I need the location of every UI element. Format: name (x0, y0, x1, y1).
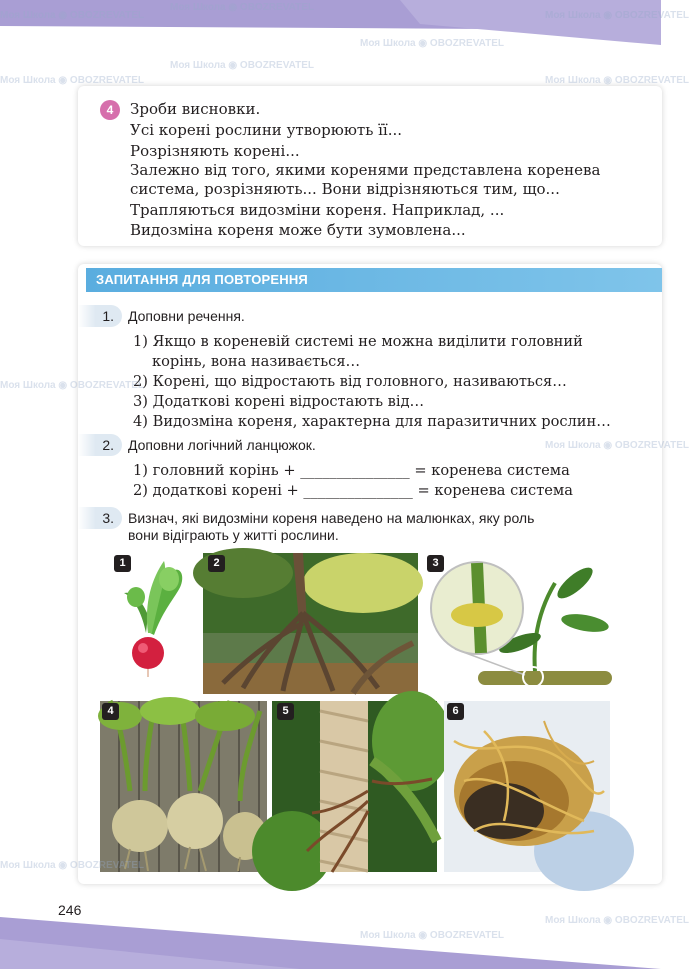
task-line: Усі корені рослини утворюють її... (130, 121, 403, 139)
bottom-decorative-band (0, 899, 661, 969)
watermark: Моя Школа ◉ OBOZREVATEL (545, 915, 689, 926)
question-text: вони відіграють у житті рослини. (128, 527, 339, 543)
celeriac-photo-icon (100, 701, 267, 872)
question-text: Доповни речення. (128, 308, 245, 324)
watermark: Моя Школа ◉ OBOZREVATEL (170, 60, 314, 71)
top-decorative-band (0, 0, 661, 62)
page-number: 246 (58, 902, 82, 918)
watermark: Моя Школа ◉ OBOZREVATEL (545, 10, 689, 21)
task-line: Видозміна кореня може бути зумовлена... (130, 221, 466, 239)
aerial-roots-photo-icon (272, 701, 437, 872)
watermark: Моя Школа ◉ OBOZREVATEL (0, 75, 144, 86)
radish-photo-icon (112, 553, 196, 678)
watermark: Моя Школа ◉ OBOZREVATEL (360, 930, 504, 941)
question-number: 2. (78, 434, 122, 456)
task-title: Зроби висновки. (130, 100, 261, 118)
photo-label: 2 (208, 555, 225, 572)
question-text: Визнач, які видозміни кореня наведено на малюнках, яку роль (128, 510, 535, 526)
photo-label: 1 (114, 555, 131, 572)
question-item: 1) Якщо в кореневій системі не можна виділити головний (133, 333, 583, 350)
task-line: Розрізняють корені... (130, 142, 300, 160)
question-item: 1) головний корінь + _______________ = коренева система (133, 462, 570, 479)
question-item: корінь, вона називається… (152, 353, 361, 370)
watermark: Моя Школа ◉ OBOZREVATEL (0, 10, 144, 21)
task-line: Трапляються видозміни кореня. Наприклад, ... (130, 201, 505, 219)
photo-label: 5 (277, 703, 294, 720)
watermark: Моя Школа ◉ OBOZREVATEL (360, 38, 504, 49)
photo-label: 3 (427, 555, 444, 572)
mangrove-roots-photo-icon (203, 553, 418, 694)
question-item: 3) Додаткові корені відростають від… (133, 393, 425, 410)
watermark: Моя Школа ◉ OBOZREVATEL (545, 75, 689, 86)
review-section-header: ЗАПИТАННЯ ДЛЯ ПОВТОРЕННЯ (86, 268, 662, 292)
task-line: система, розрізняють... Вони відрізняються тим, що... (130, 180, 560, 198)
question-number: 3. (78, 507, 122, 529)
watermark: Моя Школа ◉ OBOZREVATEL (545, 440, 689, 451)
question-item: 4) Видозміна кореня, характерна для паразитичних рослин… (133, 413, 611, 430)
watermark: Моя Школа ◉ OBOZREVATEL (0, 380, 144, 391)
question-number: 1. (78, 305, 122, 327)
watermark: Моя Школа ◉ OBOZREVATEL (170, 2, 314, 13)
question-item: 2) додаткові корені + _______________ = коренева система (133, 482, 573, 499)
photo-label: 4 (102, 703, 119, 720)
mistletoe-haustorium-photo-icon (425, 553, 611, 694)
task-line: Залежно від того, якими коренями представлена коренева (130, 161, 601, 179)
question-text: Доповни логічний ланцюжок. (128, 437, 316, 453)
watermark: Моя Школа ◉ OBOZREVATEL (0, 860, 144, 871)
root-ball-photo-icon (444, 701, 610, 872)
task-number-badge: 4 (100, 100, 120, 120)
photo-label: 6 (447, 703, 464, 720)
question-item: 2) Корені, що відростають від головного, називаються… (133, 373, 567, 390)
